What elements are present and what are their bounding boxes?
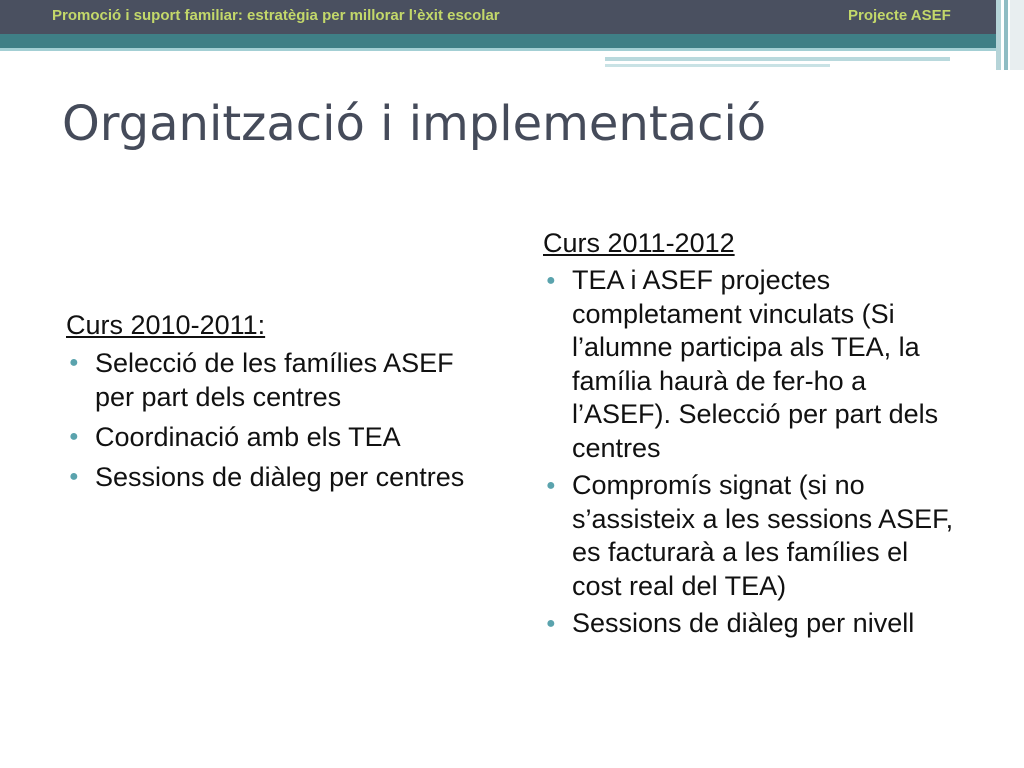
list-item: [543, 469, 963, 603]
right-bullet-list: [543, 264, 963, 641]
left-column: [66, 308, 486, 500]
list-item-text: Sessions de diàleg per centres: [95, 462, 465, 492]
list-item-text: Compromís signat (si no s’assisteix a les sessions ASEF, es facturarà a les famílies el cost real del TEA): [572, 470, 954, 601]
bullet-dot-icon: ●: [546, 615, 556, 632]
bullet-dot-icon: ●: [546, 272, 556, 289]
bullet-dot-icon: ●: [69, 468, 79, 485]
decor-line-long: [605, 57, 950, 61]
accent-band-light: [0, 48, 1000, 51]
list-item-text: TEA i ASEF projectes completament vinculats (Si l’alumne participa als TEA, la família haurà de fer-ho a l’ASEF). Selecció per part dels centres: [572, 265, 939, 463]
list-item: [543, 264, 963, 465]
left-column-heading: Curs 2010-2011:: [66, 310, 266, 340]
decor-vertical-bar: [996, 0, 1001, 70]
decor-line-short: [605, 64, 830, 67]
bullet-dot-icon: ●: [69, 354, 79, 371]
left-bullet-list: [66, 346, 486, 494]
list-item-text: Selecció de les famílies ASEF per part dels centres: [95, 348, 454, 412]
right-column: [543, 226, 963, 645]
right-column-heading: Curs 2011-2012: [543, 228, 735, 258]
list-item: [66, 420, 486, 454]
decor-vertical-bar: [1004, 0, 1008, 70]
accent-band: [0, 34, 1000, 48]
bullet-dot-icon: ●: [69, 428, 79, 445]
list-item: [66, 460, 486, 494]
slide-title: Organització i implementació: [62, 96, 767, 152]
list-item-text: Sessions de diàleg per nivell: [572, 608, 915, 638]
decor-vertical-bar: [1010, 0, 1024, 70]
header-right-text: Projecte ASEF: [848, 7, 951, 24]
list-item: [543, 607, 963, 641]
header-bar: [0, 0, 1000, 34]
bullet-dot-icon: ●: [546, 477, 556, 494]
header-left-text: Promoció i suport familiar: estratègia per millorar l’èxit escolar: [52, 7, 500, 24]
list-item-text: Coordinació amb els TEA: [95, 422, 401, 452]
list-item: [66, 346, 486, 414]
